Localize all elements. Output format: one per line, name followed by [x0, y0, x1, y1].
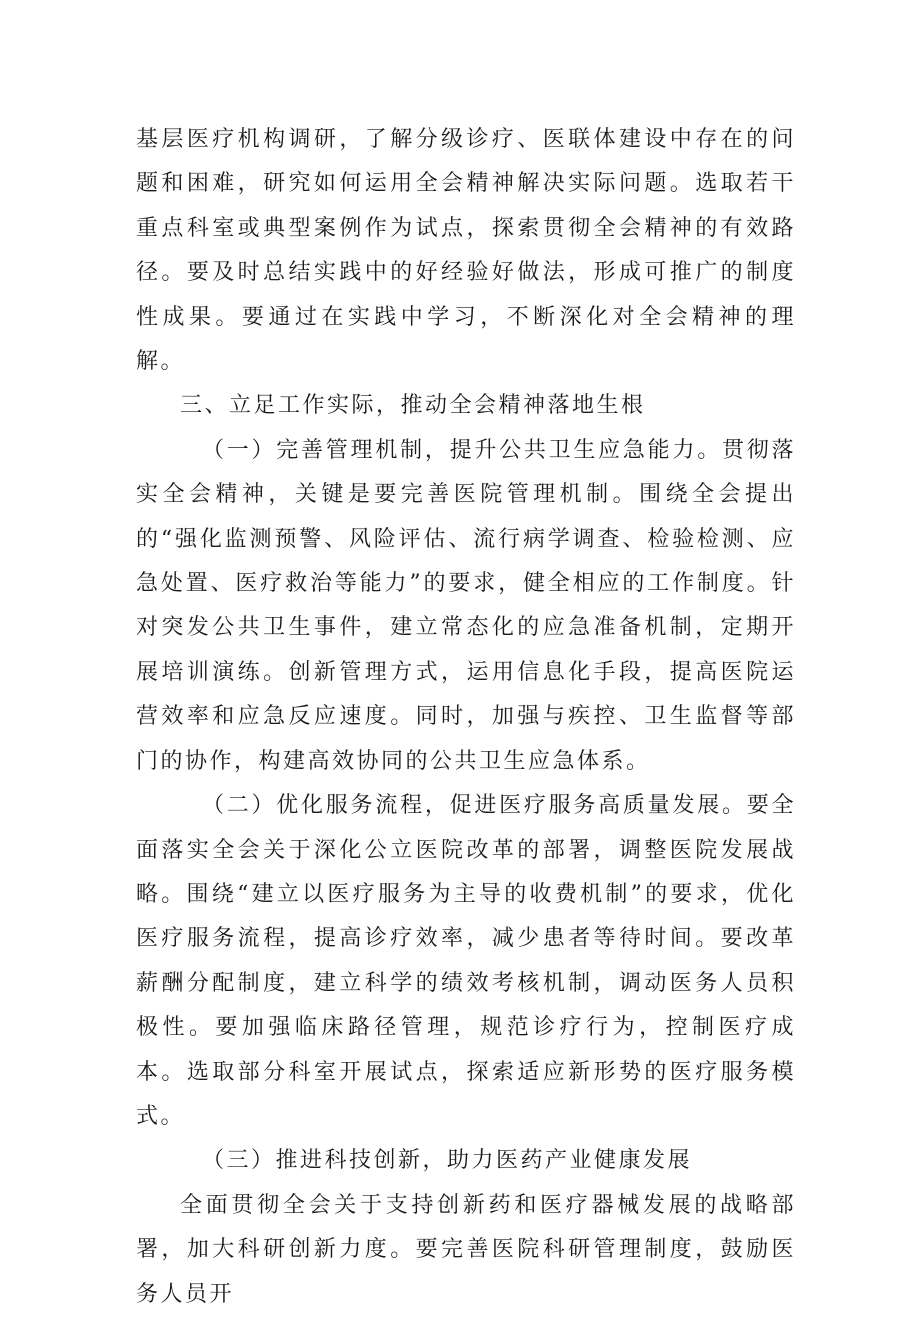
paragraph-continuation: 基层医疗机构调研，了解分级诊疗、医联体建设中存在的问题和困难，研究如何运用全会精神解决实际问题。选取若干重点科室或典型案例作为试点，探索贯彻全会精神的有效路径。要及时总结实践中的好经验好做法，形成可推广的制度性成果。要通过在实践中学习，不断深化对全会精神的理解。 — [136, 127, 796, 375]
paragraph-subsection-3: 全面贯彻全会关于支持创新药和医疗器械发展的战略部署，加大科研创新力度。要完善医院科研管理制度，鼓励医务人员开 — [136, 1192, 796, 1307]
paragraph-subsection-1: （一）完善管理机制，提升公共卫生应急能力。贯彻落实全会精神，关键是要完善医院管理机制。围绕全会提出的“强化监测预警、风险评估、流行病学调查、检验检测、应急处置、医疗救治等能力”的要求，健全相应的工作制度。针对突发公共卫生事件，建立常态化的应急准备机制，定期开展培训演练。创新管理方式，运用信息化手段，提高医院运营效率和应急反应速度。同时，加强与疾控、卫生监督等部门的协作，构建高效协同的公共卫生应急体系。 — [136, 437, 796, 774]
document-body — [136, 118, 796, 1317]
section-heading-3: 三、立足工作实际，推动全会精神落地生根 — [180, 393, 646, 419]
subsection-heading-3: （三）推进科技创新，助力医药产业健康发展 — [202, 1148, 693, 1174]
paragraph-subsection-2: （二）优化服务流程，促进医疗服务高质量发展。要全面落实全会关于深化公立医院改革的部署，调整医院发展战略。围绕“建立以医疗服务为主导的收费机制”的要求，优化医疗服务流程，提高诊疗效率，减少患者等待时间。要改革薪酬分配制度，建立科学的绩效考核机制，调动医务人员积极性。要加强临床路径管理，规范诊疗行为，控制医疗成本。选取部分科室开展试点，探索适应新形势的医疗服务模式。 — [136, 793, 796, 1129]
